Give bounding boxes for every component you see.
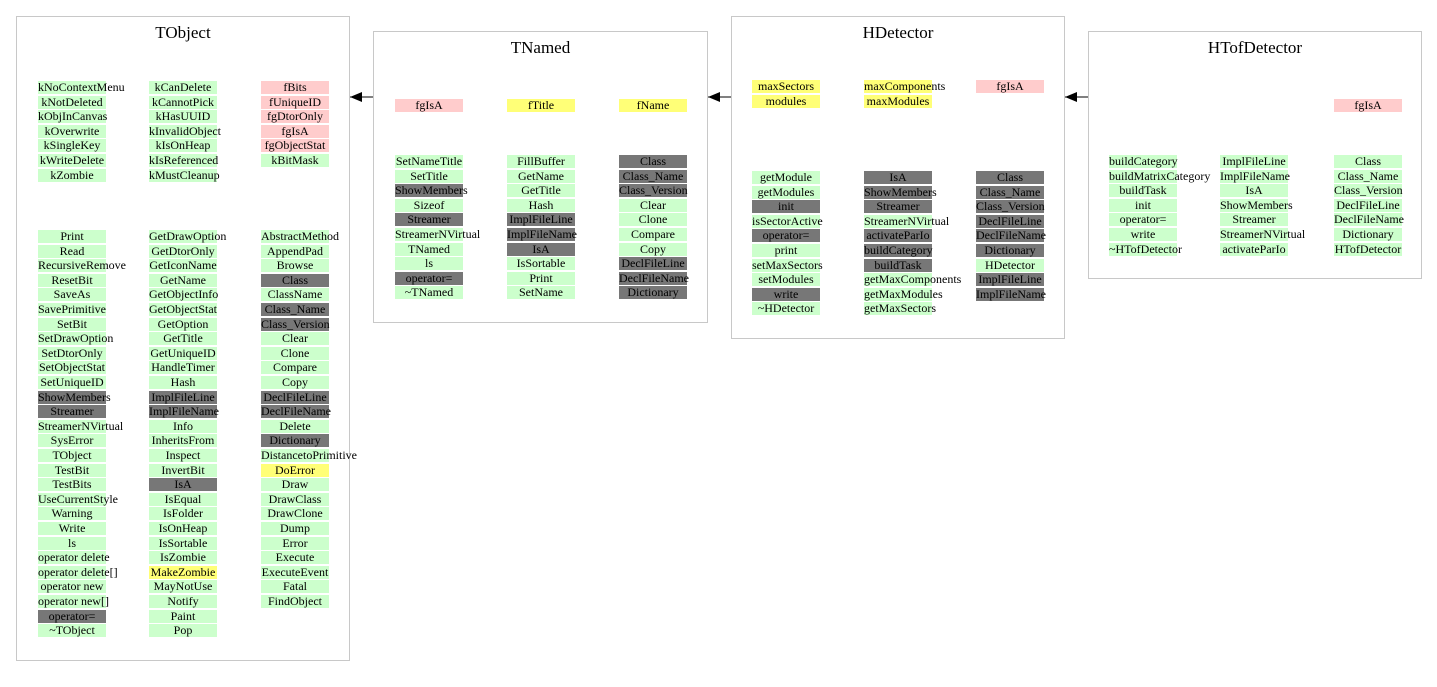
member-item: Class <box>976 171 1044 184</box>
member-item: Execute <box>261 551 329 564</box>
member-item: IsA <box>1220 184 1288 197</box>
member-item: SetDtorOnly <box>38 347 106 360</box>
class-box-htofdetector <box>1088 31 1422 279</box>
member-item: operator new <box>38 580 106 593</box>
member-item: IsOnHeap <box>149 522 217 535</box>
member-item: ShowMembers <box>38 390 111 404</box>
member-item: Class_Version <box>1334 183 1403 197</box>
member-item: Class_Version <box>619 183 688 197</box>
member-item: print <box>752 244 820 257</box>
member-item: Class_Name <box>261 303 329 316</box>
class-box-tobject <box>16 16 357 661</box>
member-item: ~TNamed <box>395 286 463 299</box>
member-item: GetDrawOption <box>149 229 227 243</box>
member-item: Dictionary <box>1334 228 1402 241</box>
member-item: Compare <box>619 228 687 241</box>
member-item: ImplFileName <box>1220 169 1290 183</box>
member-item: kIsReferenced <box>149 153 219 167</box>
member-item: ShowMembers <box>395 183 468 197</box>
member-item: kCannotPick <box>149 96 217 109</box>
member-item: AppendPad <box>261 245 329 258</box>
member-item: ImplFileLine <box>149 391 217 404</box>
member-item: DistancetoPrimitive <box>261 448 357 462</box>
member-item: SetBit <box>38 318 106 331</box>
member-item: HTofDetector <box>1334 242 1402 256</box>
member-item: fBits <box>261 81 329 94</box>
member-item: Dictionary <box>619 286 687 299</box>
member-item: AbstractMethod <box>261 229 339 243</box>
member-item: IsA <box>149 478 217 491</box>
member-item: Class <box>1334 155 1402 168</box>
member-item: operator delete <box>38 550 110 564</box>
member-item: kOverwrite <box>38 125 106 138</box>
class-title-tnamed: TNamed <box>510 38 571 57</box>
member-item: Compare <box>261 361 329 374</box>
member-item: Clear <box>619 199 687 212</box>
member-item: Hash <box>149 376 217 389</box>
member-item: Class_Name <box>976 186 1044 199</box>
member-item: Print <box>38 230 106 243</box>
member-item: write <box>752 288 820 301</box>
member-item: operator= <box>395 272 463 285</box>
member-item: Dictionary <box>976 244 1044 257</box>
member-item: kCanDelete <box>149 81 217 94</box>
member-item: ~TObject <box>38 624 106 637</box>
member-item: IsZombie <box>149 551 217 564</box>
member-item: getMaxComponents <box>864 272 962 286</box>
member-item: HandleTimer <box>149 361 217 374</box>
member-item: getMaxModules <box>864 287 943 301</box>
member-item: kSingleKey <box>38 139 106 152</box>
member-item: modules <box>752 95 820 108</box>
member-item: Class_Version <box>261 317 330 331</box>
member-item: isSectorActive <box>752 214 823 228</box>
member-item: Paint <box>149 610 217 623</box>
member-item: buildCategory <box>1109 154 1178 168</box>
member-item: Clear <box>261 332 329 345</box>
member-item: Dump <box>261 522 329 535</box>
member-item: Streamer <box>864 200 932 213</box>
member-item: ImplFileName <box>149 404 219 418</box>
member-item: GetTitle <box>507 184 575 197</box>
member-item: DeclFileName <box>619 271 689 285</box>
member-item: maxModules <box>864 95 932 108</box>
member-item: Warning <box>38 507 106 520</box>
member-item: DeclFileName <box>1334 212 1404 226</box>
member-item: InvertBit <box>149 464 217 477</box>
member-item: SaveAs <box>38 288 106 301</box>
member-item: maxSectors <box>752 80 820 93</box>
member-item: Class_Version <box>976 199 1045 213</box>
member-item: Draw <box>261 478 329 491</box>
member-item: SetNameTitle <box>395 154 463 168</box>
member-item: activateParIo <box>1220 243 1288 256</box>
member-item: Write <box>38 522 106 535</box>
member-item: InheritsFrom <box>149 434 217 447</box>
member-item: kObjInCanvas <box>38 109 108 123</box>
member-item: ~HTofDetector <box>1109 242 1182 256</box>
member-item: fUniqueID <box>261 96 329 109</box>
member-item: SetTitle <box>395 170 463 183</box>
member-item: fgIsA <box>1334 99 1402 112</box>
member-item: fName <box>619 99 687 112</box>
member-item: SysError <box>38 434 106 447</box>
member-item: IsSortable <box>507 257 575 270</box>
member-item: fgDtorOnly <box>261 110 329 123</box>
member-item: kHasUUID <box>149 110 217 123</box>
member-item: write <box>1109 228 1177 241</box>
member-item: ImplFileLine <box>976 273 1044 286</box>
member-item: UseCurrentStyle <box>38 492 118 506</box>
member-item: operator= <box>752 229 820 242</box>
member-item: buildMatrixCategory <box>1109 169 1211 183</box>
class-box-hdetector <box>731 16 1065 339</box>
member-item: Clone <box>261 347 329 360</box>
member-item: TNamed <box>395 243 463 256</box>
member-item: IsFolder <box>149 507 217 520</box>
class-title-tobject: TObject <box>155 23 211 42</box>
member-item: Fatal <box>261 580 329 593</box>
member-item: Delete <box>261 420 329 433</box>
member-item: DeclFileLine <box>619 257 687 270</box>
member-item: DrawClone <box>261 507 329 520</box>
member-item: operator= <box>38 610 106 623</box>
member-item: kBitMask <box>261 154 329 167</box>
member-item: IsEqual <box>149 493 217 506</box>
member-item: ShowMembers <box>1220 198 1293 212</box>
member-item: GetObjectInfo <box>149 287 219 301</box>
member-item: Read <box>38 245 106 258</box>
member-item: FillBuffer <box>507 155 575 168</box>
member-item: Clone <box>619 213 687 226</box>
member-item: Streamer <box>38 405 106 418</box>
member-item: IsSortable <box>149 537 217 550</box>
member-item: DeclFileLine <box>261 391 329 404</box>
member-item: Class_Name <box>619 170 687 183</box>
member-item: fgIsA <box>261 125 329 138</box>
member-item: getMaxSectors <box>864 301 936 315</box>
member-item: Streamer <box>1220 213 1288 226</box>
member-item: SetName <box>507 286 575 299</box>
member-item: kIsOnHeap <box>149 139 217 152</box>
member-item: ExecuteEvent <box>261 565 329 579</box>
class-title-hdetector: HDetector <box>862 23 934 42</box>
member-item: ImplFileName <box>976 287 1046 301</box>
member-item: DrawClass <box>261 493 329 506</box>
member-item: Streamer <box>395 213 463 226</box>
member-item: GetUniqueID <box>150 346 216 360</box>
member-item: kNotDeleted <box>38 96 106 109</box>
member-item: ResetBit <box>38 274 106 287</box>
member-item: SavePrimitive <box>38 302 106 316</box>
member-item: Dictionary <box>261 434 329 447</box>
member-item: Error <box>261 537 329 550</box>
member-item: DoError <box>261 464 329 477</box>
member-item: SetUniqueID <box>38 376 106 389</box>
member-item: kNoContextMenu <box>38 80 125 94</box>
member-item: operator delete[] <box>38 565 118 579</box>
member-item: fgObjectStat <box>261 139 329 152</box>
member-item: kWriteDelete <box>39 153 105 167</box>
class-title-htofdetector: HTofDetector <box>1207 38 1303 57</box>
member-item: setModules <box>752 273 820 286</box>
member-item: DeclFileLine <box>976 215 1044 228</box>
member-item: buildTask <box>864 259 932 272</box>
member-item: MakeZombie <box>150 565 216 579</box>
member-item: GetOption <box>149 318 217 331</box>
member-item: activateParIo <box>864 229 932 242</box>
member-item: ImplFileName <box>507 227 577 241</box>
member-item: Hash <box>507 199 575 212</box>
member-item: fgIsA <box>976 80 1044 93</box>
member-item: Info <box>149 420 217 433</box>
member-item: fTitle <box>507 99 575 112</box>
member-item: getModules <box>752 186 820 199</box>
member-item: Class <box>261 274 329 287</box>
member-item: GetDtorOnly <box>149 245 217 258</box>
member-item: Pop <box>149 624 217 637</box>
member-item: IsA <box>507 243 575 256</box>
member-item: fgIsA <box>395 99 463 112</box>
member-item: FindObject <box>261 595 329 608</box>
member-item: setMaxSectors <box>752 258 823 272</box>
member-item: TestBits <box>38 478 106 491</box>
member-item: getModule <box>752 171 820 184</box>
member-item: DeclFileLine <box>1334 199 1402 212</box>
member-item: kZombie <box>38 169 106 182</box>
member-item: StreamerNVirtual <box>38 419 124 433</box>
member-item: Sizeof <box>395 199 463 212</box>
member-item: Notify <box>149 595 217 608</box>
member-item: StreamerNVirtual <box>395 227 481 241</box>
member-item: Print <box>507 272 575 285</box>
member-item: StreamerNVirtual <box>864 214 950 228</box>
member-item: GetName <box>149 274 217 287</box>
member-item: IsA <box>864 171 932 184</box>
member-item: Copy <box>619 243 687 256</box>
member-item: StreamerNVirtual <box>1220 227 1306 241</box>
member-item: kInvalidObject <box>149 124 221 138</box>
member-item: GetObjectStat <box>149 302 217 316</box>
member-item: maxComponents <box>864 79 946 93</box>
member-item: Browse <box>261 259 329 272</box>
member-item: TObject <box>38 449 106 462</box>
member-item: SetDrawOption <box>38 331 114 345</box>
member-item: buildTask <box>1109 184 1177 197</box>
member-item: ls <box>38 537 106 550</box>
member-item: buildCategory <box>864 243 933 257</box>
member-item: init <box>752 200 820 213</box>
member-item: ImplFileLine <box>1220 155 1288 168</box>
member-item: Inspect <box>149 449 217 462</box>
member-item: GetIconName <box>149 258 217 272</box>
member-item: ImplFileLine <box>507 213 575 226</box>
member-item: operator= <box>1109 213 1177 226</box>
member-item: Class_Name <box>1334 170 1402 183</box>
member-item: TestBit <box>38 464 106 477</box>
member-item: GetTitle <box>149 332 217 345</box>
member-item: Copy <box>261 376 329 389</box>
member-item: init <box>1109 199 1177 212</box>
member-item: Class <box>619 155 687 168</box>
member-item: kMustCleanup <box>149 168 220 182</box>
member-item: MayNotUse <box>149 580 217 593</box>
member-item: DeclFileName <box>976 228 1046 242</box>
class-box-tnamed <box>373 31 708 323</box>
member-item: RecursiveRemove <box>38 258 126 272</box>
member-item: ls <box>395 257 463 270</box>
member-item: SetObjectStat <box>39 360 105 374</box>
member-item: GetName <box>507 170 575 183</box>
member-item: DeclFileName <box>261 404 331 418</box>
member-item: HDetector <box>976 259 1044 272</box>
member-item: ShowMembers <box>864 185 937 199</box>
member-item: ClassName <box>261 288 329 301</box>
member-item: ~HDetector <box>752 302 820 315</box>
member-item: operator new[] <box>38 594 109 608</box>
